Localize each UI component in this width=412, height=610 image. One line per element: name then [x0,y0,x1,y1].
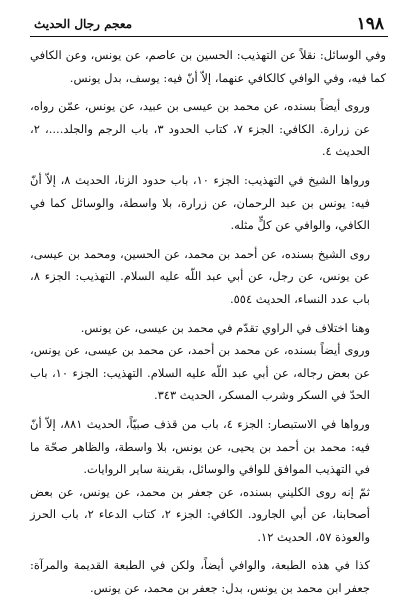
paragraph: كذا في هذه الطبعة، والوافي أيضاً، ولكن في الطبعة القديمة والمرآة: جعفر ابن محمد بن يونس، بدل: جعفر بن محمد، عن يونس. [30,558,370,596]
paragraph: ورواها الشيخ في التهذيب: الجزء ١٠، باب حدود الزنا، الحديث ٨، إلاّ أنّ فيه: يونس بن عبد الرحمان، عن زرارة، بلا واسطة، والوسائل كما في الكافي، والوافي عن كلٍّ مثله. [30,172,371,233]
paragraph: وروى أيضاً بسنده، عن محمد بن عيسى بن عبيد، عن يونس، عمّن رواه، عن زرارة. الكافي: الجزء ٧، كتاب الحدود ٣، باب الرجم والجلد....، ٢، الحديث ٤. [30,99,370,159]
paragraph: وروى أيضاً بسنده، عن محمد بن أحمد، عن محمد بن عيسى، عن يونس، عن بعض رجاله، عن أبي عبد اللّه عليه السلام. التهذيب: الجزء ١٠، باب الحدّ في السكر وشرب المسكر، الحديث ٣٤٣. [30,343,370,403]
paragraph: ثمّ إنه روى الكليني بسنده، عن جعفر بن محمد، عن يونس، عن بعض أصحابنا، عن أبي الجارود. الكافي: الجزء ٢، كتاب الدعاء ٢، باب الحرز والعوذة ٥٧، الحديث ١٢. [30,484,371,544]
paragraph: روى الشيخ بسنده، عن أحمد بن محمد، عن الحسين، ومحمد بن عيسى، عن يونس، عن رجل، عن أبي عبد اللّه عليه السلام. التهذيب: الجزء ٨، باب عدد النساء، الحديث ٥٥٤. [30,246,370,306]
paragraph: وهنا اختلاف في الراوي تقدّم في محمد بن عيسى، عن يونس. [80,320,370,335]
paragraph: ورواها في الاستبصار: الجزء ٤، باب من قذف صبيّاً، الحديث ٨٨١، إلاّ أنّ فيه: محمد بن أحمد بن يحيى، عن يونس، بلا واسطة، والظاهر صحّة ما في التهذيب الموافق للوافي والوسائل، بقرينة ساير الروايات. [30,416,370,477]
page-number: ١٩٨ [356,14,384,34]
running-title: معجم رجال الحديث [34,17,133,31]
page-body [30,44,386,600]
page-header [30,14,388,37]
paragraph: وفي الوسائل: نقلاً عن التهذيب: الحسين بن عاصم، عن يونس، وعن الكافي كما فيه، وفي الوافي كالكافي عنهما، إلاّ أنّ فيه: يوسف، بدل يونس. [30,48,386,85]
